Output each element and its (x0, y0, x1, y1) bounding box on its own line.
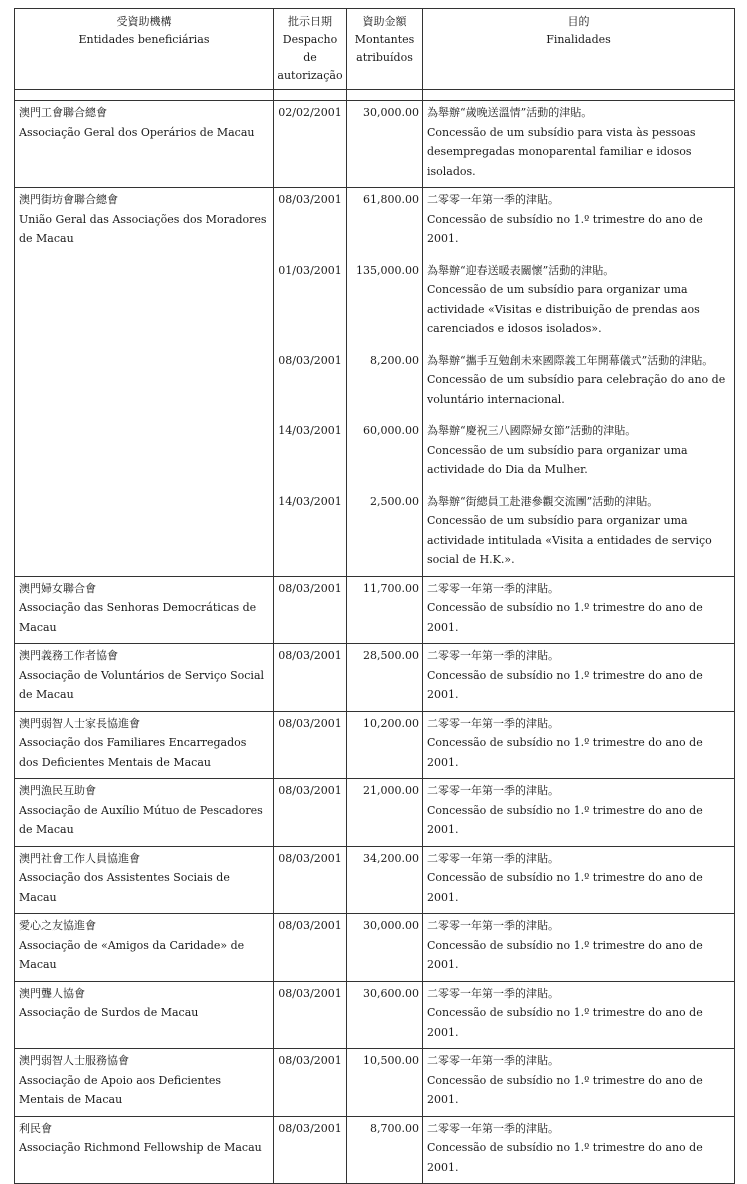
table-row (15, 1116, 735, 1184)
table-row (15, 779, 735, 847)
entity-cell (15, 1049, 274, 1117)
purpose-text-pt: Concessão de subsídio no 1.º trimestre do ano de 2001. (427, 668, 703, 701)
grant-date: 08/03/2001 (278, 1054, 342, 1067)
grant-amount: 11,700.00 (363, 581, 419, 595)
grant-purpose (427, 421, 732, 492)
entity-name-zh: 澳門街坊會聯合總會 (19, 193, 118, 206)
date-cell (274, 981, 347, 1049)
date-cell (274, 576, 347, 644)
entity-cell (15, 576, 274, 644)
purpose-cell (423, 576, 735, 644)
grant-amount: 10,200.00 (363, 716, 419, 730)
entity-name-zh: 利民會 (19, 1121, 52, 1135)
table-body (15, 101, 735, 1184)
purpose-text-pt: Concessão de um subsídio para organizar uma actividade «Visitas e distribuição de prendas aos carenciados e idosos isolados». (427, 283, 700, 335)
entity-name-pt: Associação Richmond Fellowship de Macau (19, 1141, 262, 1154)
table-row (15, 711, 735, 779)
entity-name-zh: 澳門漁民互助會 (19, 784, 96, 797)
grant-amount: 61,800.00 (363, 193, 419, 206)
date-cell (274, 644, 347, 712)
purpose-text-pt: Concessão de subsídio no 1.º trimestre do ano de 2001. (427, 1141, 703, 1174)
grant-date: 02/02/2001 (278, 106, 342, 119)
purpose-text-zh: 二零零一年第一季的津貼。 (427, 919, 559, 932)
grant-date: 08/03/2001 (278, 353, 342, 367)
purpose-text-zh: 為舉辦“歲晚送溫情”活動的津貼。 (427, 106, 593, 119)
header-spacer-row (15, 90, 735, 101)
purpose-text-pt: Concessão de subsídio no 1.º trimestre do ano de 2001. (427, 803, 703, 836)
purpose-cell (423, 101, 735, 188)
entity-cell (15, 101, 274, 188)
purpose-text-pt: Concessão de subsídio no 1.º trimestre do ano de 2001. (427, 601, 703, 634)
purpose-cell (423, 188, 735, 577)
purpose-text-pt: Concessão de subsídio no 1.º trimestre do ano de 2001. (427, 871, 703, 904)
grant-date: 08/03/2001 (278, 193, 342, 206)
entity-name-pt: Associação de «Amigos da Caridade» de Macau (19, 938, 245, 971)
header-amount-pt-2: atribuídos (356, 51, 413, 64)
date-cell (274, 1116, 347, 1184)
grant-purpose (427, 492, 732, 570)
purpose-cell (423, 644, 735, 712)
purpose-text-pt: Concessão de um subsídio para vista às pessoas desempregadas monoparental familiar e idosos isolados. (427, 125, 696, 178)
table-row (15, 1049, 735, 1117)
date-cell (274, 1049, 347, 1117)
purpose-text-pt: Concessão de um subsídio para celebração do ano de voluntário internacional. (427, 373, 726, 406)
purpose-cell (423, 981, 735, 1049)
grant-date: 08/03/2001 (278, 919, 342, 932)
entity-cell (15, 981, 274, 1049)
purpose-text-zh: 為舉辦“迎春送暖表關懷”活動的津貼。 (427, 263, 615, 277)
grant-purpose (427, 190, 732, 261)
entity-name-pt: Associação de Surdos de Macau (19, 1006, 199, 1019)
purpose-text-pt: Concessão de subsídio no 1.º trimestre do ano de 2001. (427, 212, 703, 245)
entity-name-pt: Associação de Voluntários de Serviço Social de Macau (19, 668, 265, 701)
purpose-text-zh: 二零零一年第一季的津貼。 (427, 851, 559, 865)
table-row (15, 846, 735, 914)
date-cell (274, 188, 347, 577)
amount-cell (347, 1049, 423, 1117)
purpose-text-pt: Concessão de subsídio no 1.º trimestre do ano de 2001. (427, 938, 703, 971)
purpose-text-pt: Concessão de subsídio no 1.º trimestre do ano de 2001. (427, 1073, 703, 1106)
purpose-text-zh: 二零零一年第一季的津貼。 (427, 784, 559, 797)
table-row (15, 644, 735, 712)
purpose-text-pt: Concessão de subsídio no 1.º trimestre do ano de 2001. (427, 1006, 703, 1039)
date-cell (274, 711, 347, 779)
subsidy-table (14, 8, 735, 1184)
entity-name-pt: União Geral das Associações dos Moradores de Macau (19, 212, 267, 245)
entity-cell (15, 644, 274, 712)
table-row (15, 188, 735, 577)
grant-purpose (427, 579, 732, 638)
table-row (15, 101, 735, 188)
header-date-pt-1: Despacho de (282, 33, 338, 64)
date-cell (274, 101, 347, 188)
purpose-text-zh: 二零零一年第一季的津貼。 (427, 986, 559, 1000)
grant-amount: 28,500.00 (363, 649, 419, 662)
grant-purpose (427, 646, 732, 705)
table-row (15, 981, 735, 1049)
grant-amount: 30,000.00 (363, 919, 419, 932)
header-purpose-pt: Finalidades (546, 33, 611, 46)
grant-date: 14/03/2001 (278, 494, 342, 508)
purpose-text-zh: 二零零一年第一季的津貼。 (427, 649, 559, 662)
purpose-text-zh: 二零零一年第一季的津貼。 (427, 1054, 559, 1067)
amount-cell (347, 576, 423, 644)
date-cell (274, 914, 347, 982)
header-amount-pt-1: Montantes (354, 33, 415, 46)
grant-purpose (427, 103, 732, 181)
amount-cell (347, 914, 423, 982)
grant-purpose (427, 261, 732, 351)
purpose-text-zh: 二零零一年第一季的津貼。 (427, 1121, 559, 1135)
table-row (15, 576, 735, 644)
entity-name-zh: 澳門社會工作人員協進會 (19, 851, 140, 865)
grant-amount: 8,200.00 (370, 353, 419, 367)
grant-date: 08/03/2001 (278, 716, 342, 730)
grant-amount: 10,500.00 (363, 1054, 419, 1067)
amount-cell (347, 644, 423, 712)
purpose-text-zh: 為舉辦“街總員工赴港參觀交流團”活動的津貼。 (427, 494, 659, 508)
entity-cell (15, 779, 274, 847)
purpose-text-pt: Concessão de um subsídio para organizar uma actividade intitulada «Visita a entidades de serviço social de H.K.». (427, 514, 712, 566)
header-date-pt-2: autorização (277, 69, 343, 82)
table-row (15, 914, 735, 982)
grant-date: 08/03/2001 (278, 851, 342, 865)
amount-cell (347, 1116, 423, 1184)
entity-name-zh: 澳門婦女聯合會 (19, 581, 96, 595)
header-entities (15, 9, 274, 90)
entity-name-zh: 澳門義務工作者協會 (19, 649, 118, 662)
entity-cell (15, 914, 274, 982)
entity-name-zh: 澳門工會聯合總會 (19, 106, 107, 119)
grant-amount: 2,500.00 (370, 494, 419, 508)
entity-cell (15, 188, 274, 577)
header-purpose-zh: 目的 (567, 15, 590, 28)
grant-amount: 21,000.00 (363, 784, 419, 797)
grant-purpose (427, 849, 732, 908)
purpose-cell (423, 1116, 735, 1184)
grant-date: 01/03/2001 (278, 263, 342, 277)
amount-cell (347, 101, 423, 188)
grant-amount: 34,200.00 (363, 851, 419, 865)
purpose-text-pt: Concessão de um subsídio para organizar uma actividade do Dia da Mulher. (427, 443, 688, 476)
grant-date: 08/03/2001 (278, 581, 342, 595)
header-entities-pt: Entidades beneficiárias (78, 33, 210, 46)
grant-date: 08/03/2001 (278, 784, 342, 797)
purpose-cell (423, 779, 735, 847)
entity-name-pt: Associação de Auxílio Mútuo de Pescadores de Macau (19, 803, 263, 836)
purpose-cell (423, 914, 735, 982)
date-cell (274, 846, 347, 914)
grant-date: 14/03/2001 (278, 424, 342, 437)
grant-amount: 60,000.00 (363, 424, 419, 437)
entity-name-pt: Associação das Senhoras Democráticas de Macau (19, 601, 257, 634)
purpose-text-zh: 二零零一年第一季的津貼。 (427, 193, 559, 206)
grant-purpose (427, 714, 732, 773)
grant-purpose (427, 781, 732, 840)
header-entities-zh: 受資助機構 (116, 15, 172, 28)
purpose-text-zh: 為舉辦“攜手互勉創未來國際義工年開幕儀式”活動的津貼。 (427, 353, 714, 367)
amount-cell (347, 188, 423, 577)
purpose-cell (423, 711, 735, 779)
grant-amount: 135,000.00 (356, 263, 419, 277)
purpose-text-zh: 二零零一年第一季的津貼。 (427, 581, 559, 595)
grant-purpose (427, 1119, 732, 1178)
grant-purpose (427, 916, 732, 975)
purpose-text-zh: 二零零一年第一季的津貼。 (427, 716, 559, 730)
grant-purpose (427, 984, 732, 1043)
header-date-zh: 批示日期 (288, 15, 332, 28)
purpose-text-zh: 為舉辦“慶祝三八國際婦女節”活動的津貼。 (427, 424, 637, 437)
entity-name-zh: 澳門弱智人士家長協進會 (19, 716, 140, 730)
entity-cell (15, 711, 274, 779)
grant-date: 08/03/2001 (278, 986, 342, 1000)
entity-name-pt: Associação de Apoio aos Deficientes Mentais de Macau (19, 1073, 222, 1106)
purpose-text-pt: Concessão de subsídio no 1.º trimestre do ano de 2001. (427, 736, 703, 769)
grant-amount: 30,000.00 (363, 106, 419, 119)
header-amount-zh: 資助金額 (362, 15, 407, 28)
entity-name-pt: Associação dos Familiares Encarregados dos Deficientes Mentais de Macau (19, 736, 247, 769)
grant-purpose (427, 1051, 732, 1110)
entity-name-pt: Associação Geral dos Operários de Macau (19, 125, 255, 139)
date-cell (274, 779, 347, 847)
grant-date: 08/03/2001 (278, 1121, 342, 1135)
amount-cell (347, 981, 423, 1049)
table-header-row (15, 9, 735, 90)
purpose-cell (423, 846, 735, 914)
entity-name-zh: 愛心之友協進會 (19, 919, 96, 932)
entity-name-zh: 澳門聾人協會 (19, 986, 85, 1000)
header-purpose (423, 9, 735, 90)
grant-amount: 8,700.00 (370, 1121, 419, 1135)
grant-purpose (427, 351, 732, 422)
entity-name-pt: Associação dos Assistentes Sociais de Macau (19, 871, 230, 904)
entity-cell (15, 1116, 274, 1184)
purpose-cell (423, 1049, 735, 1117)
subsidy-document (14, 8, 734, 1184)
amount-cell (347, 711, 423, 779)
header-amount (347, 9, 423, 90)
amount-cell (347, 779, 423, 847)
amount-cell (347, 846, 423, 914)
grant-amount: 30,600.00 (363, 986, 419, 1000)
header-date (274, 9, 347, 90)
grant-date: 08/03/2001 (278, 649, 342, 662)
entity-name-zh: 澳門弱智人士服務協會 (19, 1054, 129, 1067)
entity-cell (15, 846, 274, 914)
